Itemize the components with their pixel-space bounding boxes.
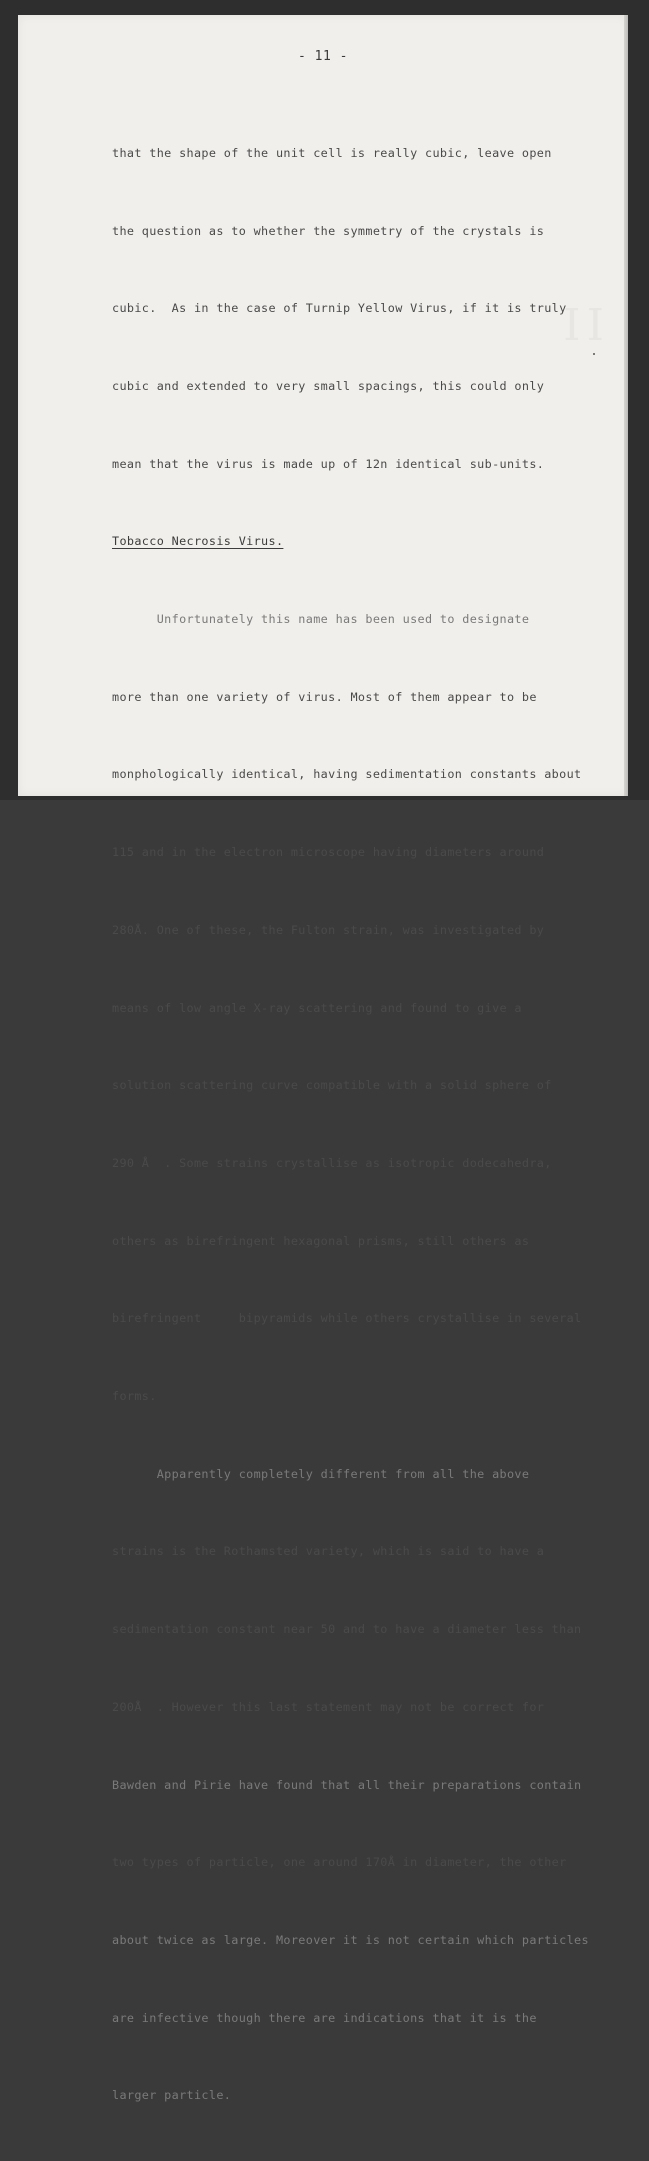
text-line: Bawden and Pirie have found that all their preparations contain xyxy=(112,1777,582,1792)
paper-speck xyxy=(593,353,595,355)
section-heading: Tobacco Necrosis Virus. xyxy=(112,534,284,549)
text-line: strains is the Rothamsted variety, which is said to have a xyxy=(112,1544,545,1559)
paper-edge xyxy=(624,15,628,796)
text-line: means of low angle X-ray scattering and found to give a xyxy=(112,1000,522,1015)
text-line: 280Å. One of these, the Fulton strain, was investigated by xyxy=(112,922,545,937)
text-line: the question as to whether the symmetry of the crystals is xyxy=(112,223,545,238)
text-line: others as birefringent hexagonal prisms, still others as xyxy=(112,1233,530,1248)
text-line: cubic. As in the case of Turnip Yellow Virus, if it is truly xyxy=(112,301,567,316)
text-line: birefringent bipyramids while others crystallise in several xyxy=(112,1311,582,1326)
text-line: are infective though there are indications that it is the xyxy=(112,2010,537,2025)
text-line: sedimentation constant near 50 and to have a diameter less than xyxy=(112,1622,582,1637)
text-line: mean that the virus is made up of 12n identical sub-units. xyxy=(112,456,545,471)
text-line: two types of particle, one around 170Å in diameter, the other xyxy=(112,1855,567,1870)
paper-sheet xyxy=(18,15,628,2103)
text-line: Unfortunately this name has been used to designate xyxy=(112,612,530,627)
page-number: - 11 - xyxy=(298,49,348,64)
typed-body-text xyxy=(112,89,612,2161)
text-line: 200Å . However this last statement may not be correct for xyxy=(112,1699,545,1714)
text-line: monphologically identical, having sedimentation constants about xyxy=(112,767,582,782)
text-line: that the shape of the unit cell is really cubic, leave open xyxy=(112,145,552,160)
text-line: cubic and extended to very small spacings, this could only xyxy=(112,378,545,393)
text-line: larger particle. xyxy=(112,2088,232,2103)
text-line: more than one variety of virus. Most of them appear to be xyxy=(112,689,537,704)
text-line: 290 Å . Some strains crystallise as isotropic dodecahedra, xyxy=(112,1155,552,1170)
text-line: Apparently completely different from all the above xyxy=(112,1466,530,1481)
text-line: about twice as large. Moreover it is not certain which particles xyxy=(112,1932,589,1947)
text-line: 115 and in the electron microscope having diameters around xyxy=(112,845,545,860)
text-line: solution scattering curve compatible with a solid sphere of xyxy=(112,1078,552,1093)
text-line: forms. xyxy=(112,1389,157,1404)
